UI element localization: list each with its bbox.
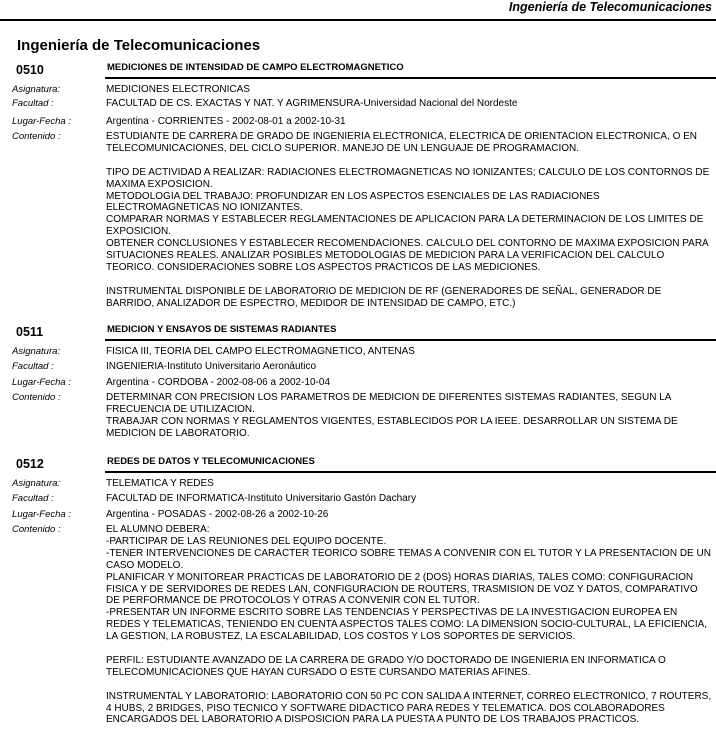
- lugar-fecha-value: Argentina - CORDOBA - 2002-08-06 a 2002-10-04: [106, 377, 331, 388]
- asignatura-value: TELEMATICA Y REDES: [106, 478, 214, 489]
- contenido-line: PERFIL: ESTUDIANTE AVANZADO DE LA CARRERA DE GRADO Y/O DOCTORADO DE INGENIERIA EN INFORMATICA O TELECOMUNICACIONES QUE HAYAN CURSADO O ESTE CURSANDO MATERIAS AFINES.: [106, 654, 666, 678]
- contenido-value: [106, 131, 712, 310]
- top-rule: [0, 19, 716, 21]
- contenido-value: [106, 524, 712, 726]
- running-header: Ingeniería de Telecomunicaciones: [508, 0, 712, 14]
- record-rule: [105, 339, 716, 341]
- facultad-label: Facultad :: [12, 361, 54, 372]
- contenido-line: -PARTICIPAR DE LAS REUNIONES DEL EQUIPO DOCENTE.: [106, 535, 387, 547]
- section-title: Ingeniería de Telecomunicaciones: [17, 37, 261, 54]
- contenido-paragraph: [106, 524, 712, 643]
- contenido-line: INSTRUMENTAL Y LABORATORIO: LABORATORIO CON 50 PC CON SALIDA A INTERNET, CORREO ELECTRONICO, 7 ROUTERS, 4 HUBS, 2 BRIDGES, PISO TECNICO Y SOFTWARE DIDACTICO PARA REDES Y TELEMATICA. DOS COLABORADORES ENCARGADOS DEL LABORATORIO A DISPOSICION PARA LA PUESTA A PUNTO DE LOS TRABAJOS PRACTICOS.: [106, 690, 712, 726]
- contenido-paragraph: [106, 655, 712, 679]
- contenido-line: TRABAJAR CON NORMAS Y REGLAMENTOS VIGENTES, ESTABLECIDOS POR LA IEEE. DESARROLLAR UN SISTEMA DE MEDICION DE LABORATORIO.: [106, 415, 678, 439]
- contenido-line: INSTRUMENTAL DISPONIBLE DE LABORATORIO DE MEDICION DE RF (GENERADORES DE SEÑAL, GENERADOR DE BARRIDO, ANALIZADOR DE ESPECTRO, MEDIDOR DE INTENSIDAD DE CAMPO, ETC.): [106, 285, 662, 309]
- record-rule: [105, 471, 716, 473]
- contenido-paragraph: [106, 131, 712, 155]
- record-title: REDES DE DATOS Y TELECOMUNICACIONES: [107, 456, 315, 467]
- lugar-fecha-value: Argentina - CORRIENTES - 2002-08-01 a 2002-10-31: [106, 116, 346, 127]
- asignatura-label: Asignatura:: [12, 346, 61, 357]
- contenido-label: Contenido :: [12, 131, 61, 142]
- contenido-paragraph: [106, 286, 712, 310]
- record-title: MEDICION Y ENSAYOS DE SISTEMAS RADIANTES: [107, 324, 337, 335]
- asignatura-label: Asignatura:: [12, 84, 61, 95]
- record-title: MEDICIONES DE INTENSIDAD DE CAMPO ELECTROMAGNETICO: [107, 62, 404, 73]
- record-rule: [105, 77, 716, 79]
- contenido-line: EL ALUMNO DEBERA:: [106, 524, 210, 535]
- contenido-line: METODOLOGIA DEL TRABAJO: PROFUNDIZAR EN LOS ASPECTOS ESENCIALES DE LAS RADIACIONES ELECTROMAGNETICAS NO IONIZANTES.: [106, 190, 600, 214]
- asignatura-value: FISICA III, TEORIA DEL CAMPO ELECTROMAGNETICO, ANTENAS: [106, 346, 415, 357]
- contenido-paragraph: [106, 392, 712, 440]
- contenido-paragraph: [106, 691, 712, 727]
- facultad-value: FACULTAD DE INFORMATICA-Instituto Universitario Gastón Dachary: [106, 493, 417, 504]
- contenido-label: Contenido :: [12, 392, 61, 403]
- facultad-value: FACULTAD DE CS. EXACTAS Y NAT. Y AGRIMENSURA-Universidad Nacional del Nordeste: [106, 98, 518, 109]
- asignatura-label: Asignatura:: [12, 478, 61, 489]
- lugar-fecha-label: Lugar-Fecha :: [12, 116, 71, 127]
- lugar-fecha-value: Argentina - POSADAS - 2002-08-26 a 2002-10-26: [106, 509, 329, 520]
- contenido-line: OBTENER CONCLUSIONES Y ESTABLECER RECOMENDACIONES. CALCULO DEL CONTORNO DE MAXIMA EXPOSICION PARA SITUACIONES REALES. ANALIZAR POSIBLES METODOLOGIAS DE MEDICION PARA LA VERIFICACION DEL CALCULO TEORICO. CONSIDERACIONES SOBRE LOS ASPECTOS PRACTICOS DE LAS MEDICIONES.: [106, 238, 709, 273]
- contenido-line: PLANIFICAR Y MONITOREAR PRACTICAS DE LABORATORIO DE 2 (DOS) HORAS DIARIAS, TALES COMO: CONFIGURACION FISICA Y DE SERVIDORES DE REDES LAN, CONFIGURACION DE ROUTERS, TRASMISION DE VOZ Y DATOS, COMPARATIVO DE PERFORMANCE DE PROTOCOLOS Y OTRAS A CONVENIR CON EL TUTOR.: [106, 571, 698, 607]
- contenido-label: Contenido :: [12, 524, 61, 535]
- record-code: 0512: [16, 457, 44, 471]
- contenido-line: TIPO DE ACTIVIDAD A REALIZAR: RADIACIONES ELECTROMAGNETICAS NO IONIZANTES; CALCULO DE LOS CONTORNOS DE MAXIMA EXPOSICION.: [106, 166, 710, 190]
- facultad-label: Facultad :: [12, 98, 54, 109]
- contenido-paragraph: [106, 167, 712, 274]
- contenido-line: -PRESENTAR UN INFORME ESCRITO SOBRE LAS TENDENCIAS Y PERSPECTIVAS DE LA INVESTIGACION EUROPEA EN REDES Y TELEMATICAS, TENIENDO EN CUENTA ASPECTOS TALES COMO: LA DIMENSION SOCIO-CULTURAL, LA EFICIENCIA, LA GESTION, LA ROBUSTEZ, LA ESCALABILIDAD, LOS COSTOS Y LOS SOPORTES DE SERVICIOS.: [106, 607, 708, 643]
- contenido-line: COMPARAR NORMAS Y ESTABLECER REGLAMENTACIONES DE APLICACION PARA LA DETERMINACION DE LOS LIMITES DE EXPOSICION.: [106, 214, 704, 238]
- facultad-value: INGENIERIA-Instituto Universitario Aeronáutico: [106, 361, 317, 372]
- contenido-line: -TENER INTERVENCIONES DE CARACTER TEORICO SOBRE TEMAS A CONVENIR CON EL TUTOR Y LA PRESENTACION DE UN CASO MODELO.: [106, 547, 711, 571]
- contenido-line: DETERMINAR CON PRECISION LOS PARAMETROS DE MEDICION DE DIFERENTES SISTEMAS RADIANTES, SEGUN LA FRECUENCIA DE UTILIZACION.: [106, 392, 671, 415]
- contenido-value: [106, 392, 712, 440]
- lugar-fecha-label: Lugar-Fecha :: [12, 377, 71, 388]
- facultad-label: Facultad :: [12, 493, 54, 504]
- contenido-line: ESTUDIANTE DE CARRERA DE GRADO DE INGENIERIA ELECTRONICA, ELECTRICA DE ORIENTACION ELECTRONICA, O EN TELECOMUNICACIONES, DEL CICLO SUPERIOR. MANEJO DE UN LENGUAJE DE PROGRAMACION.: [106, 131, 698, 154]
- record-code: 0511: [16, 325, 44, 339]
- lugar-fecha-label: Lugar-Fecha :: [12, 509, 71, 520]
- record-code: 0510: [16, 63, 44, 77]
- asignatura-value: MEDICIONES ELECTRONICAS: [106, 84, 250, 95]
